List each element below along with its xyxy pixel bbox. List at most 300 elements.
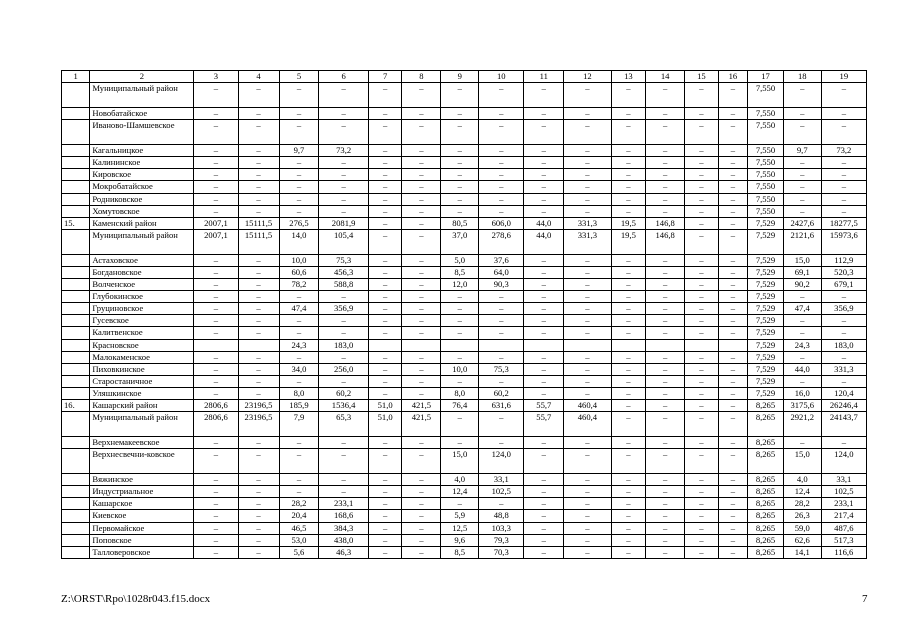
value-cell: – (611, 522, 646, 534)
value-cell: – (611, 474, 646, 486)
value-cell: – (564, 522, 611, 534)
value-cell: 44,0 (783, 363, 821, 375)
value-cell: – (279, 437, 319, 449)
value-cell: – (646, 205, 685, 217)
value-cell: – (524, 522, 564, 534)
table-row (62, 474, 867, 486)
value-cell: – (685, 449, 719, 474)
value-cell: 24,3 (783, 339, 821, 351)
row-name-cell: Поповское (90, 534, 194, 546)
value-cell: – (783, 181, 821, 193)
value-cell: – (564, 254, 611, 266)
value-cell: – (685, 351, 719, 363)
value-cell: – (564, 266, 611, 278)
value-cell: – (368, 303, 402, 315)
value-cell: – (718, 254, 747, 266)
value-cell: 631,6 (479, 399, 524, 411)
value-cell: 124,0 (821, 449, 866, 474)
row-number-cell (62, 412, 90, 437)
row-name-cell: Пиховкинское (90, 363, 194, 375)
value-cell: 7,550 (748, 108, 784, 120)
value-cell: – (479, 327, 524, 339)
value-cell: 8,0 (441, 387, 479, 399)
value-cell: – (402, 205, 441, 217)
value-cell: 168,6 (319, 510, 368, 522)
value-cell: 5,9 (441, 510, 479, 522)
value-cell: – (718, 315, 747, 327)
value-cell: – (441, 327, 479, 339)
value-cell: – (402, 437, 441, 449)
header-cell: 5 (279, 71, 319, 83)
value-cell: – (611, 157, 646, 169)
value-cell: – (441, 315, 479, 327)
value-cell: – (646, 510, 685, 522)
value-cell: – (238, 205, 279, 217)
value-cell: 73,2 (319, 145, 368, 157)
value-cell: – (194, 145, 238, 157)
value-cell: – (524, 474, 564, 486)
value-cell: – (646, 412, 685, 437)
value-cell: 7,529 (748, 217, 784, 229)
value-cell: – (279, 351, 319, 363)
value-cell: – (368, 315, 402, 327)
value-cell: – (718, 449, 747, 474)
value-cell: – (564, 205, 611, 217)
row-number-cell (62, 375, 90, 387)
value-cell: – (718, 327, 747, 339)
value-cell: – (611, 534, 646, 546)
value-cell: – (368, 534, 402, 546)
table-body (62, 83, 867, 559)
value-cell: 19,5 (611, 229, 646, 254)
row-number-cell (62, 279, 90, 291)
value-cell: – (479, 169, 524, 181)
value-cell: – (821, 375, 866, 387)
value-cell: 26,3 (783, 510, 821, 522)
value-cell: – (319, 437, 368, 449)
value-cell: 47,4 (783, 303, 821, 315)
value-cell: 19,5 (611, 217, 646, 229)
value-cell: 460,4 (564, 412, 611, 437)
row-name-cell: Груциновское (90, 303, 194, 315)
value-cell: – (646, 181, 685, 193)
value-cell: – (685, 266, 719, 278)
value-cell (611, 339, 646, 351)
value-cell: 7,529 (748, 387, 784, 399)
value-cell: – (611, 120, 646, 145)
value-cell: – (718, 291, 747, 303)
value-cell: 679,1 (821, 279, 866, 291)
table-row (62, 181, 867, 193)
value-cell: – (564, 157, 611, 169)
value-cell: 20,4 (279, 510, 319, 522)
value-cell: – (611, 437, 646, 449)
value-cell: 23196,5 (238, 412, 279, 437)
value-cell: 60,2 (319, 387, 368, 399)
value-cell: – (524, 120, 564, 145)
value-cell: 112,9 (821, 254, 866, 266)
value-cell: – (441, 291, 479, 303)
value-cell: – (368, 546, 402, 558)
row-number-cell: 16. (62, 399, 90, 411)
value-cell: – (685, 181, 719, 193)
value-cell: – (685, 363, 719, 375)
value-cell: – (646, 437, 685, 449)
value-cell: – (564, 486, 611, 498)
value-cell: 46,3 (319, 546, 368, 558)
value-cell: – (441, 145, 479, 157)
statistics-table (61, 70, 867, 559)
value-cell: – (524, 546, 564, 558)
value-cell: – (646, 546, 685, 558)
value-cell: – (402, 303, 441, 315)
value-cell: – (783, 351, 821, 363)
value-cell: – (194, 498, 238, 510)
value-cell: – (194, 437, 238, 449)
value-cell: – (279, 291, 319, 303)
value-cell: 7,529 (748, 266, 784, 278)
value-cell: – (821, 169, 866, 181)
value-cell: 44,0 (524, 229, 564, 254)
value-cell: – (821, 120, 866, 145)
row-name-cell: Мокробатайское (90, 181, 194, 193)
value-cell: – (783, 193, 821, 205)
value-cell: – (319, 193, 368, 205)
header-cell: 13 (611, 71, 646, 83)
value-cell: 47,4 (279, 303, 319, 315)
value-cell: – (646, 254, 685, 266)
value-cell: 80,5 (441, 217, 479, 229)
value-cell: 185,9 (279, 399, 319, 411)
value-cell: 8,265 (748, 498, 784, 510)
header-cell: 8 (402, 71, 441, 83)
table-row (62, 412, 867, 437)
value-cell: – (611, 169, 646, 181)
value-cell: – (718, 217, 747, 229)
header-row (62, 71, 867, 83)
row-name-cell: Родниковское (90, 193, 194, 205)
row-name-cell: Первомайское (90, 522, 194, 534)
value-cell: – (564, 498, 611, 510)
value-cell: – (319, 474, 368, 486)
value-cell: – (194, 363, 238, 375)
value-cell: 9,7 (783, 145, 821, 157)
header-cell: 6 (319, 71, 368, 83)
value-cell: – (194, 474, 238, 486)
value-cell: – (441, 303, 479, 315)
value-cell: – (646, 522, 685, 534)
value-cell: – (194, 205, 238, 217)
value-cell: – (564, 327, 611, 339)
row-name-cell: Уляшкинское (90, 387, 194, 399)
value-cell: 7,550 (748, 145, 784, 157)
value-cell: 60,2 (479, 387, 524, 399)
value-cell: 4,0 (441, 474, 479, 486)
value-cell: – (402, 315, 441, 327)
value-cell: – (821, 205, 866, 217)
row-name-cell: Малокаменское (90, 351, 194, 363)
value-cell: – (685, 303, 719, 315)
table-row (62, 387, 867, 399)
row-number-cell (62, 339, 90, 351)
value-cell: – (524, 363, 564, 375)
value-cell: 7,529 (748, 351, 784, 363)
value-cell: – (611, 254, 646, 266)
value-cell: – (368, 522, 402, 534)
value-cell: – (685, 229, 719, 254)
value-cell: – (279, 486, 319, 498)
value-cell: – (524, 351, 564, 363)
value-cell: – (479, 157, 524, 169)
value-cell: – (646, 193, 685, 205)
value-cell: – (685, 169, 719, 181)
value-cell: 217,4 (821, 510, 866, 522)
value-cell: – (368, 351, 402, 363)
value-cell: – (646, 498, 685, 510)
value-cell: 356,9 (821, 303, 866, 315)
table-row (62, 327, 867, 339)
value-cell: 331,3 (564, 229, 611, 254)
value-cell: 7,529 (748, 254, 784, 266)
value-cell: 14,1 (783, 546, 821, 558)
value-cell: – (718, 363, 747, 375)
value-cell: 278,6 (479, 229, 524, 254)
value-cell: – (238, 279, 279, 291)
row-name-cell: Калитвенское (90, 327, 194, 339)
value-cell: 7,529 (748, 315, 784, 327)
value-cell: 146,8 (646, 217, 685, 229)
row-name-cell: Киевское (90, 510, 194, 522)
table-row (62, 375, 867, 387)
table-row (62, 229, 867, 254)
value-cell (524, 339, 564, 351)
value-cell: – (611, 498, 646, 510)
value-cell: – (783, 315, 821, 327)
row-number-cell (62, 169, 90, 181)
value-cell: 2427,6 (783, 217, 821, 229)
value-cell: – (441, 83, 479, 108)
value-cell: – (279, 120, 319, 145)
value-cell: 2007,1 (194, 217, 238, 229)
value-cell: – (646, 486, 685, 498)
value-cell: 8,265 (748, 486, 784, 498)
value-cell: – (194, 108, 238, 120)
table-row (62, 339, 867, 351)
value-cell: – (646, 363, 685, 375)
value-cell: 456,3 (319, 266, 368, 278)
table-row (62, 303, 867, 315)
header-cell: 18 (783, 71, 821, 83)
value-cell: 8,265 (748, 437, 784, 449)
value-cell: – (646, 351, 685, 363)
value-cell: – (611, 375, 646, 387)
value-cell: – (685, 205, 719, 217)
table-row (62, 205, 867, 217)
row-name-cell: Волченское (90, 279, 194, 291)
value-cell: – (611, 510, 646, 522)
value-cell: – (279, 375, 319, 387)
value-cell: – (611, 266, 646, 278)
value-cell: – (611, 303, 646, 315)
value-cell: – (368, 254, 402, 266)
value-cell: – (685, 327, 719, 339)
value-cell: 75,3 (319, 254, 368, 266)
value-cell: – (685, 437, 719, 449)
value-cell: – (279, 157, 319, 169)
value-cell: – (564, 108, 611, 120)
value-cell: – (441, 437, 479, 449)
value-cell: – (402, 498, 441, 510)
value-cell: – (238, 266, 279, 278)
value-cell: 120,4 (821, 387, 866, 399)
row-number-cell (62, 145, 90, 157)
value-cell: 51,0 (368, 412, 402, 437)
value-cell: – (783, 157, 821, 169)
value-cell: – (611, 145, 646, 157)
value-cell: 90,3 (479, 279, 524, 291)
value-cell: 34,0 (279, 363, 319, 375)
value-cell: – (238, 363, 279, 375)
value-cell: – (685, 546, 719, 558)
value-cell: – (718, 437, 747, 449)
value-cell: 146,8 (646, 229, 685, 254)
row-number-cell (62, 229, 90, 254)
value-cell: – (718, 486, 747, 498)
value-cell: – (238, 449, 279, 474)
row-name-cell: Калининское (90, 157, 194, 169)
value-cell: – (718, 120, 747, 145)
value-cell: 7,529 (748, 363, 784, 375)
value-cell: – (646, 449, 685, 474)
row-number-cell (62, 291, 90, 303)
value-cell: – (368, 486, 402, 498)
value-cell: 102,5 (821, 486, 866, 498)
value-cell: – (783, 291, 821, 303)
value-cell: – (368, 363, 402, 375)
value-cell: – (368, 193, 402, 205)
value-cell: 183,0 (319, 339, 368, 351)
row-number-cell (62, 327, 90, 339)
value-cell: – (238, 387, 279, 399)
value-cell: 15,0 (441, 449, 479, 474)
value-cell: 12,4 (441, 486, 479, 498)
value-cell: 12,5 (441, 522, 479, 534)
row-number-cell (62, 498, 90, 510)
value-cell: 69,1 (783, 266, 821, 278)
row-name-cell: Глубокинское (90, 291, 194, 303)
value-cell: 9,6 (441, 534, 479, 546)
value-cell: – (368, 510, 402, 522)
value-cell: – (564, 169, 611, 181)
header-cell: 16 (718, 71, 747, 83)
value-cell: 7,529 (748, 279, 784, 291)
value-cell: – (524, 279, 564, 291)
row-number-cell (62, 363, 90, 375)
value-cell: – (194, 315, 238, 327)
value-cell: – (402, 522, 441, 534)
value-cell: – (279, 108, 319, 120)
value-cell: 44,0 (524, 217, 564, 229)
value-cell: – (685, 510, 719, 522)
value-cell: 276,5 (279, 217, 319, 229)
value-cell: – (402, 157, 441, 169)
value-cell: – (685, 387, 719, 399)
value-cell: – (279, 315, 319, 327)
value-cell: – (368, 120, 402, 145)
value-cell: – (685, 193, 719, 205)
value-cell: – (402, 387, 441, 399)
value-cell: – (718, 169, 747, 181)
value-cell: – (685, 498, 719, 510)
value-cell: 33,1 (821, 474, 866, 486)
table-row (62, 363, 867, 375)
table-row (62, 266, 867, 278)
value-cell: – (479, 315, 524, 327)
value-cell: – (718, 108, 747, 120)
value-cell: – (402, 229, 441, 254)
header-cell: 7 (368, 71, 402, 83)
value-cell: – (646, 399, 685, 411)
row-number-cell (62, 449, 90, 474)
value-cell: – (479, 83, 524, 108)
value-cell: – (718, 157, 747, 169)
row-name-cell: Старостаничное (90, 375, 194, 387)
value-cell: 12,0 (441, 279, 479, 291)
value-cell: – (279, 474, 319, 486)
value-cell: 1536,4 (319, 399, 368, 411)
row-number-cell: 15. (62, 217, 90, 229)
value-cell: – (646, 291, 685, 303)
header-cell: 3 (194, 71, 238, 83)
value-cell: – (479, 120, 524, 145)
value-cell: – (319, 169, 368, 181)
value-cell: – (238, 474, 279, 486)
value-cell: – (646, 387, 685, 399)
value-cell: – (402, 474, 441, 486)
value-cell: – (783, 120, 821, 145)
value-cell: 78,2 (279, 279, 319, 291)
value-cell: – (368, 327, 402, 339)
row-name-cell: Кашарский район (90, 399, 194, 411)
value-cell: 24143,7 (821, 412, 866, 437)
value-cell: – (611, 412, 646, 437)
value-cell: – (821, 108, 866, 120)
value-cell: 7,550 (748, 205, 784, 217)
value-cell: 2921,2 (783, 412, 821, 437)
header-cell: 1 (62, 71, 90, 83)
value-cell: – (821, 157, 866, 169)
value-cell: – (685, 108, 719, 120)
value-cell: – (611, 449, 646, 474)
value-cell: – (479, 375, 524, 387)
value-cell: – (402, 254, 441, 266)
value-cell: – (821, 83, 866, 108)
value-cell: – (611, 546, 646, 558)
value-cell: 12,4 (783, 486, 821, 498)
value-cell: 421,5 (402, 412, 441, 437)
value-cell: – (368, 279, 402, 291)
value-cell: 8,265 (748, 510, 784, 522)
value-cell: – (238, 193, 279, 205)
value-cell: – (402, 291, 441, 303)
value-cell: – (368, 449, 402, 474)
value-cell: 384,3 (319, 522, 368, 534)
value-cell: – (564, 474, 611, 486)
table-row (62, 498, 867, 510)
value-cell: – (368, 498, 402, 510)
value-cell: 356,9 (319, 303, 368, 315)
row-number-cell (62, 486, 90, 498)
